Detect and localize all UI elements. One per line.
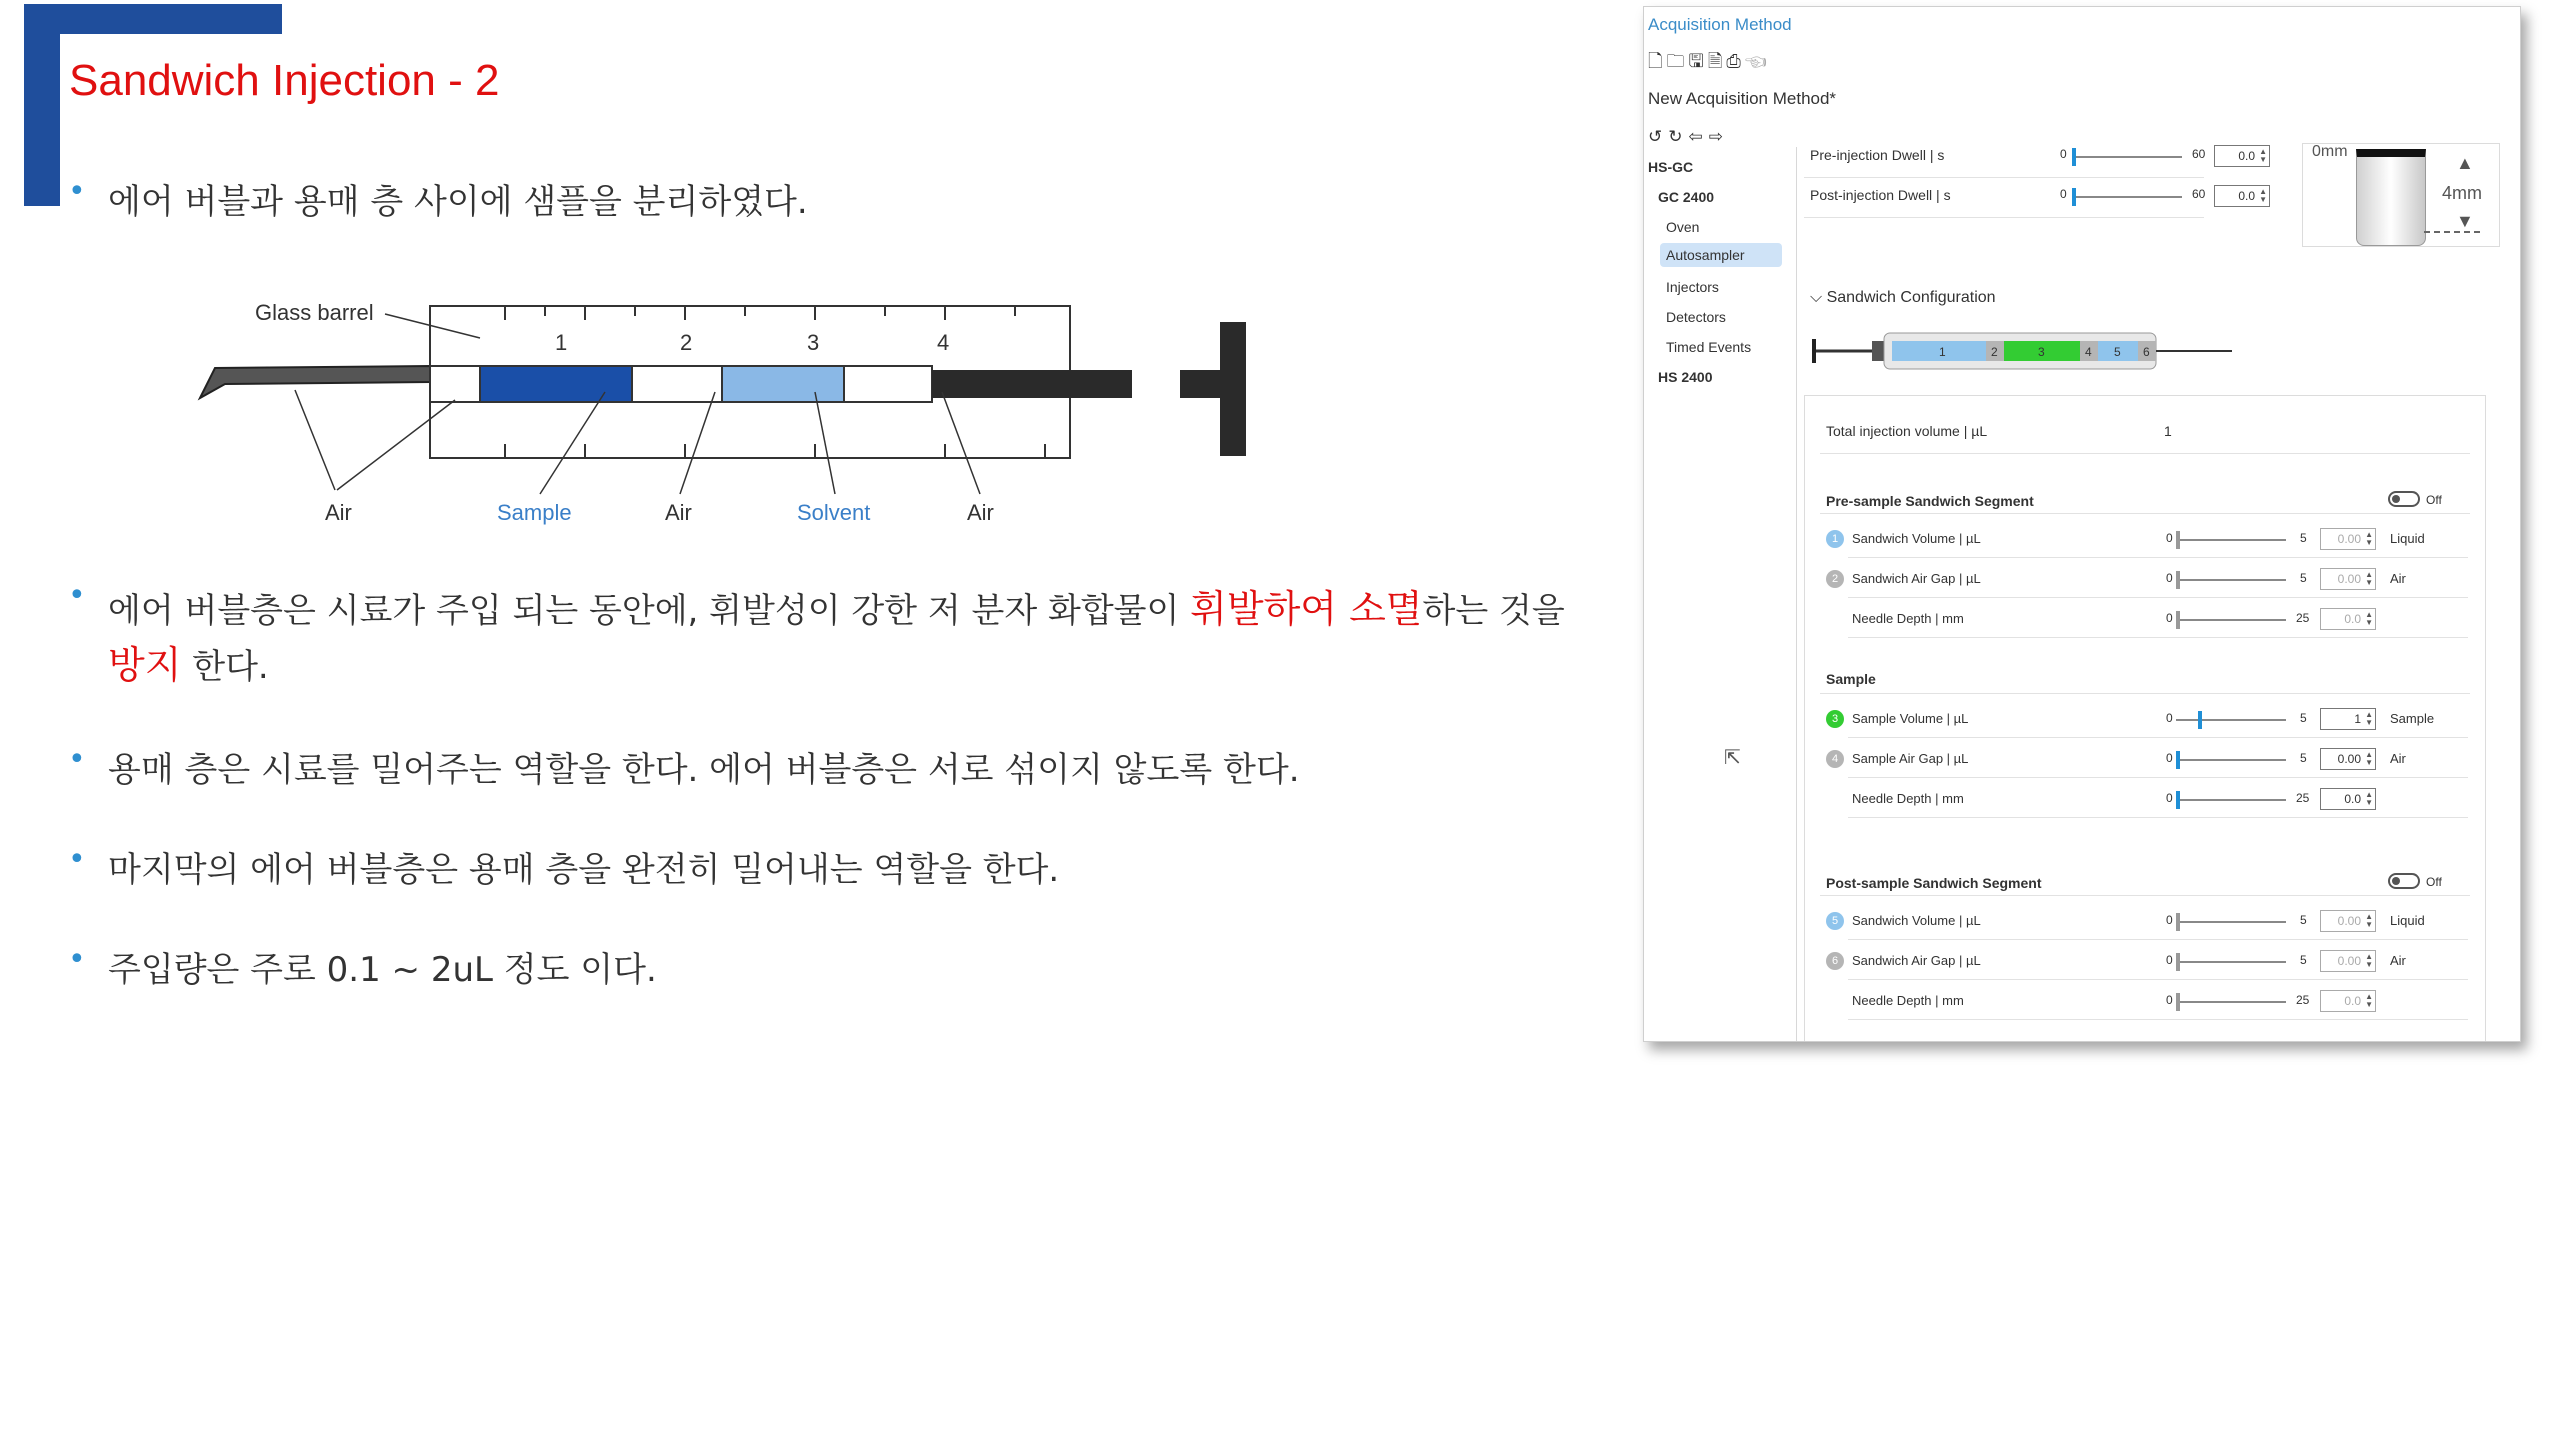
- slider-knob[interactable]: [2176, 751, 2180, 769]
- slider-knob[interactable]: [2176, 913, 2180, 931]
- air-segment-1: [430, 366, 480, 402]
- toolbar: [1648, 49, 1771, 79]
- bullet-dot: •: [68, 742, 86, 777]
- syringe-diagram: [185, 280, 1275, 540]
- slider-knob[interactable]: [2176, 611, 2180, 629]
- slider-track[interactable]: [2176, 921, 2286, 923]
- nav-icons: [1648, 127, 1729, 147]
- pre-dwell-max: 60: [2192, 147, 2206, 161]
- open-folder-icon[interactable]: 🗀: [1666, 51, 1689, 71]
- slider-min: 0: [2166, 993, 2173, 1007]
- post-dwell-slider-knob[interactable]: [2072, 188, 2076, 206]
- pre-sample-toggle[interactable]: [2388, 491, 2420, 507]
- slider-track[interactable]: [2176, 759, 2286, 761]
- value-input[interactable]: 0.00 ▲ ▼: [2320, 568, 2376, 590]
- post-dwell-max: 60: [2192, 187, 2206, 201]
- bullet-5-text: 주입량은 주로 0.1 ~ 2uL 정도 이다.: [108, 950, 657, 990]
- segment-number-3: 3: [807, 330, 820, 355]
- new-file-icon[interactable]: 🗋: [1648, 51, 1667, 71]
- accent-bar-top: [24, 4, 282, 34]
- parameter-label: Needle Depth | mm: [1852, 993, 1964, 1008]
- value-input[interactable]: 0.0 ▲ ▼: [2320, 990, 2376, 1012]
- post-dwell-value: 0.0: [2238, 189, 2255, 203]
- tree-autosampler[interactable]: Autosampler: [1660, 243, 1782, 267]
- segment-type-label: Liquid: [2390, 913, 2425, 928]
- input-value: 0.00: [2337, 752, 2361, 766]
- slider-max: 5: [2300, 571, 2307, 585]
- label-sample: Sample: [497, 500, 572, 525]
- slider-track[interactable]: [2176, 961, 2286, 963]
- segment-label-5: 5: [2114, 345, 2121, 359]
- pre-dwell-slider-knob[interactable]: [2072, 148, 2076, 166]
- sample-title: Sample: [1826, 671, 1876, 687]
- row-divider: [1848, 1019, 2468, 1020]
- row-divider: [1848, 557, 2468, 558]
- post-dwell-input[interactable]: 0.0 ▲ ▼: [2214, 185, 2270, 207]
- input-value: 0.00: [2337, 572, 2361, 586]
- slider-min: 0: [2166, 791, 2173, 805]
- tree-injectors[interactable]: Injectors: [1666, 279, 1719, 295]
- row-divider: [1848, 817, 2468, 818]
- bullet-dot: •: [68, 174, 86, 209]
- parameter-label: Needle Depth | mm: [1852, 611, 1964, 626]
- bullet-2-text-b: 하는 것을: [1422, 591, 1565, 631]
- post-sample-toggle[interactable]: [2388, 873, 2420, 889]
- glass-barrel-label: Glass barrel: [255, 300, 374, 325]
- value-input[interactable]: 0.00 ▲ ▼: [2320, 950, 2376, 972]
- row-divider: [1848, 737, 2468, 738]
- slider-knob[interactable]: [2176, 791, 2180, 809]
- accent-bar-left: [24, 4, 60, 206]
- label-leader-lines: [295, 390, 980, 494]
- slider-max: 5: [2300, 531, 2307, 545]
- slider-knob[interactable]: [2176, 993, 2180, 1011]
- slider-min: 0: [2166, 711, 2173, 725]
- post-sample-toggle-label: Off: [2426, 875, 2442, 889]
- bullet-2-text-c: 한다.: [181, 647, 269, 687]
- segment-type-label: Liquid: [2390, 531, 2425, 546]
- save-as-icon[interactable]: 🗎: [1707, 51, 1727, 71]
- tree-hs-gc[interactable]: HS-GC: [1648, 159, 1694, 175]
- bullet-4-text: 마지막의 에어 버블층은 용매 층을 완전히 밀어내는 역할을 한다.: [108, 850, 1060, 890]
- slider-track[interactable]: [2176, 1001, 2286, 1003]
- row-divider: [1848, 637, 2468, 638]
- pre-dwell-slider-track[interactable]: [2072, 156, 2182, 158]
- bullet-dot: •: [68, 942, 86, 977]
- row-divider: [1848, 939, 2468, 940]
- parameter-label: Sandwich Air Gap | µL: [1852, 571, 1981, 586]
- bullet-2-highlight-1: 휘발하여 소멸: [1190, 587, 1423, 631]
- slider-max: 5: [2300, 953, 2307, 967]
- nav-divider: [1796, 147, 1797, 1041]
- slider-knob[interactable]: [2176, 953, 2180, 971]
- total-injection-value: 1: [2164, 423, 2172, 439]
- post-injection-dwell-label: Post-injection Dwell | s: [1810, 187, 1951, 203]
- input-value: 0.0: [2344, 612, 2361, 626]
- label-air-2: Air: [665, 500, 692, 525]
- label-solvent: Solvent: [797, 500, 871, 525]
- value-input[interactable]: 0.00 ▲ ▼: [2320, 910, 2376, 932]
- segment-number-1: 1: [555, 330, 568, 355]
- bullet-dot: •: [68, 578, 86, 613]
- parameter-label: Sandwich Volume | µL: [1852, 531, 1981, 546]
- needle: [200, 366, 430, 398]
- parameter-label: Sandwich Volume | µL: [1852, 913, 1981, 928]
- parameter-label: Needle Depth | mm: [1852, 791, 1964, 806]
- bullet-3-text: 용매 층은 시료를 밀어주는 역할을 한다. 에어 버블층은 서로 섞이지 않도록 한다.: [108, 750, 1300, 790]
- row-divider: [1848, 979, 2468, 980]
- vial-depth-label: 4mm: [2442, 183, 2482, 203]
- slider-track[interactable]: [2176, 719, 2286, 721]
- slider-track[interactable]: [2176, 579, 2286, 581]
- segment-number-2: 2: [680, 330, 693, 355]
- post-dwell-slider-track[interactable]: [2072, 196, 2182, 198]
- slider-track[interactable]: [2176, 619, 2286, 621]
- label-air-1: Air: [325, 500, 352, 525]
- slider-min: 0: [2166, 953, 2173, 967]
- bullet-2-highlight-2: 방지: [108, 643, 182, 687]
- segment-type-label: Air: [2390, 571, 2406, 586]
- value-input[interactable]: 1 ▲ ▼: [2320, 708, 2376, 730]
- vial-icon: [2356, 149, 2426, 246]
- print-icon[interactable]: ⎙: [1726, 51, 1745, 71]
- label-air-3: Air: [967, 500, 994, 525]
- import-icon[interactable]: ⇦: [1688, 127, 1709, 146]
- input-value: 0.00: [2337, 532, 2361, 546]
- input-value: 0.00: [2337, 914, 2361, 928]
- arrow-down-icon: ▼: [2456, 211, 2474, 231]
- slider-knob[interactable]: [2176, 571, 2180, 589]
- segment-label-2: 2: [1991, 345, 1998, 359]
- bullet-1-text: 에어 버블과 용매 층 사이에 샘플을 분리하였다.: [108, 182, 808, 222]
- value-input[interactable]: 0.0 ▲ ▼: [2320, 788, 2376, 810]
- bullet-2-line-2: [108, 634, 269, 689]
- slider-knob[interactable]: [2176, 531, 2180, 549]
- slider-min: 0: [2166, 531, 2173, 545]
- pre-injection-dwell-label: Pre-injection Dwell | s: [1810, 147, 1945, 163]
- input-value: 1: [2354, 712, 2361, 726]
- parameter-label: Sample Volume | µL: [1852, 711, 1969, 726]
- segment-label-3: 3: [2038, 345, 2045, 359]
- sample-segment: [480, 366, 632, 402]
- slider-max: 5: [2300, 913, 2307, 927]
- app-title: Acquisition Method: [1648, 15, 1792, 34]
- pre-dwell-input[interactable]: 0.0 ▲ ▼: [2214, 145, 2270, 167]
- acquisition-method-window: [1643, 6, 2521, 1042]
- input-value: 0.0: [2344, 792, 2361, 806]
- segment-type-label: Sample: [2390, 711, 2435, 726]
- slider-track[interactable]: [2176, 539, 2286, 541]
- slider-min: 0: [2166, 571, 2173, 585]
- pre-sample-title: Pre-sample Sandwich Segment: [1826, 493, 2034, 509]
- slider-track[interactable]: [2176, 799, 2286, 801]
- tree-hs-2400[interactable]: HS 2400: [1658, 369, 1713, 385]
- segment-number-badge: 4: [1826, 750, 1844, 768]
- slider-max: 25: [2296, 611, 2310, 625]
- segment-number-4: 4: [937, 330, 950, 355]
- post-dwell-min: 0: [2060, 187, 2067, 201]
- pre-dwell-value: 0.0: [2238, 149, 2255, 163]
- value-input[interactable]: 0.00 ▲ ▼: [2320, 528, 2376, 550]
- slider-knob[interactable]: [2198, 711, 2202, 729]
- segment-label-6: 6: [2143, 345, 2150, 359]
- slider-min: 0: [2166, 913, 2173, 927]
- hand-icon[interactable]: ☜: [1744, 51, 1771, 71]
- tree-gc-2400[interactable]: GC 2400: [1658, 189, 1715, 205]
- input-value: 0.00: [2337, 954, 2361, 968]
- undo-icon[interactable]: ↺: [1648, 127, 1669, 146]
- segment-number-badge: 5: [1826, 912, 1844, 930]
- slider-min: 0: [2166, 751, 2173, 765]
- post-sample-title: Post-sample Sandwich Segment: [1826, 875, 2042, 891]
- redo-icon[interactable]: ↻: [1668, 127, 1689, 146]
- slider-max: 25: [2296, 791, 2310, 805]
- parameter-label: Sandwich Air Gap | µL: [1852, 953, 1981, 968]
- parameter-label: Sample Air Gap | µL: [1852, 751, 1969, 766]
- sandwich-config-label: Sandwich Configuration: [1826, 289, 1996, 306]
- sandwich-syringe-graphic: [1812, 323, 2242, 379]
- segment-number-badge: 1: [1826, 530, 1844, 548]
- pre-dwell-min: 0: [2060, 147, 2067, 161]
- pre-sample-toggle-label: Off: [2426, 493, 2442, 507]
- segment-number-badge: 2: [1826, 570, 1844, 588]
- export-icon[interactable]: ⇨: [1708, 127, 1729, 146]
- slider-max: 5: [2300, 711, 2307, 725]
- sandwich-config-header[interactable]: [1810, 289, 1996, 307]
- input-value: 0.0: [2344, 994, 2361, 1008]
- value-input[interactable]: 0.00 ▲ ▼: [2320, 748, 2376, 770]
- bullet-2-line-1: [108, 578, 1565, 633]
- save-icon[interactable]: 🖫: [1688, 51, 1708, 71]
- vial-top-label: 0mm: [2312, 143, 2348, 160]
- slider-max: 5: [2300, 751, 2307, 765]
- air-segment-2: [632, 366, 722, 402]
- segment-type-label: Air: [2390, 751, 2406, 766]
- plunger-head: [1220, 322, 1246, 456]
- plunger-rod: [932, 370, 1132, 398]
- air-segment-3: [844, 366, 932, 402]
- slider-max: 25: [2296, 993, 2310, 1007]
- solvent-segment: [722, 366, 844, 402]
- row-divider: [1848, 597, 2468, 598]
- bullet-dot: •: [68, 842, 86, 877]
- method-name: New Acquisition Method*: [1648, 89, 1837, 108]
- total-injection-label: Total injection volume | µL: [1826, 423, 1988, 439]
- value-input[interactable]: 0.0 ▲ ▼: [2320, 608, 2376, 630]
- tree-oven[interactable]: Oven: [1666, 219, 1700, 235]
- segment-label-4: 4: [2085, 345, 2092, 359]
- tree-timed-events[interactable]: Timed Events: [1666, 339, 1752, 355]
- bullet-2-text-a: 에어 버블층은 시료가 주입 되는 동안에, 휘발성이 강한 저 분자 화합물이: [108, 591, 1191, 631]
- tree-detectors[interactable]: Detectors: [1666, 309, 1726, 325]
- segment-number-badge: 6: [1826, 952, 1844, 970]
- row-divider: [1848, 777, 2468, 778]
- arrow-up-icon: ▲: [2456, 153, 2474, 173]
- chevron-down-icon: ⌵: [1810, 289, 1827, 306]
- slide-title: Sandwich Injection - 2: [69, 56, 500, 105]
- segment-number-badge: 3: [1826, 710, 1844, 728]
- segment-type-label: Air: [2390, 953, 2406, 968]
- slider-min: 0: [2166, 611, 2173, 625]
- segment-label-1: 1: [1939, 345, 1946, 359]
- mouse-cursor-icon: ⇱: [1724, 747, 1741, 769]
